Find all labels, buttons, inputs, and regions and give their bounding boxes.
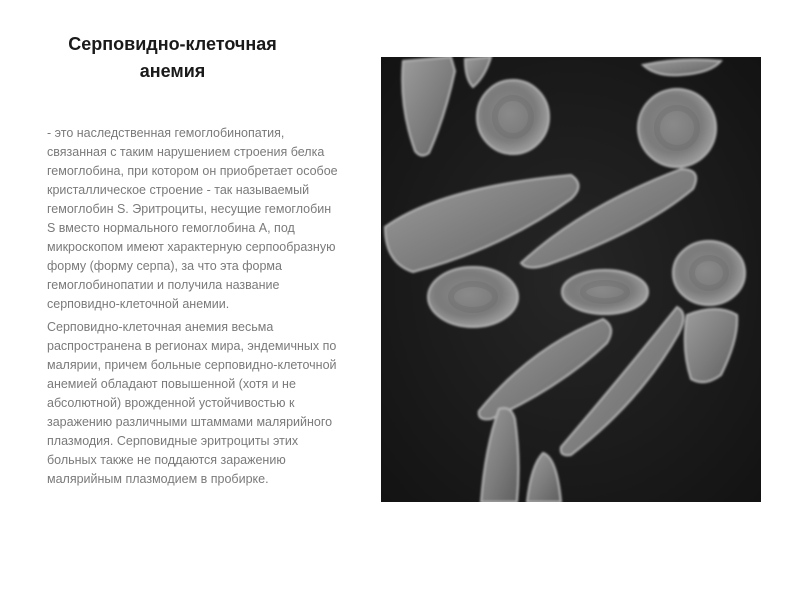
paragraph-malaria: Серповидно-клеточная анемия весьма распространена в регионах мира, эндемичных по малярии, причем больные серповидно-клеточной анемией обладают повышенной (хотя и не абсолютной) врожденной устойчивостью к заражению различными штаммами малярийного плазмодия. Серповидные эритроциты этих больных также не поддаются заражению малярийным плазмодием в пробирке. <box>47 320 337 486</box>
red-blood-cell <box>477 80 549 154</box>
red-blood-cell <box>562 270 648 314</box>
red-blood-cell <box>638 89 716 167</box>
red-blood-cell <box>673 241 745 305</box>
paragraph-definition: - это наследственная гемоглобинопатия, связанная с таким нарушением строения белка гемоглобина, при котором он приобретает особое кристаллическое строение - так называемый гемоглобин S. Эритроциты, несущие гемоглобин S вместо нормального гемоглобина A, под микроскопом имеют характерную серпообразную форму (форму серпа), за что эта форма гемоглобинопатии и получила название серповидно-клеточной анемии. <box>47 126 338 311</box>
slide-title: Серповидно-клеточная анемия <box>68 34 277 81</box>
red-blood-cell <box>428 267 518 327</box>
body-text <box>47 124 342 493</box>
sickle-cell-micrograph <box>381 57 761 502</box>
